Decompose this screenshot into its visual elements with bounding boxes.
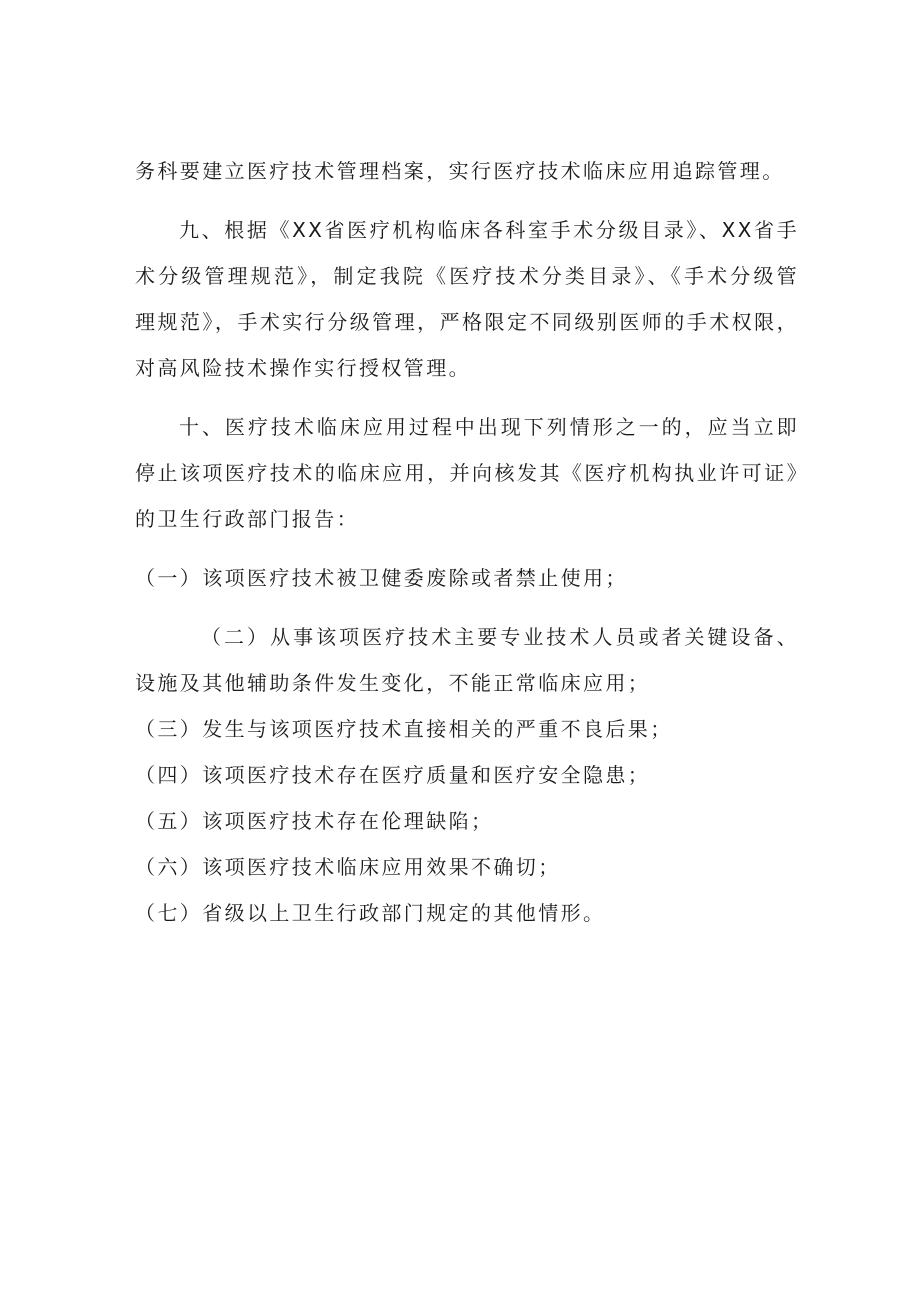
continuation-paragraph: 务科要建立医疗技术管理档案，实行医疗技术临床应用追踪管理。 — [135, 159, 785, 183]
document-body — [135, 148, 799, 936]
list-item-6: （六）该项医疗技术临床应用效果不确切； — [135, 855, 561, 879]
section-nine-paragraph: 九、根据《XX省医疗机构临床各科室手术分级目录》、XX省手术分级管理规范》，制定我院《医疗技术分类目录》、《手术分级管理规范》，手术实行分级管理，严格限定不同级别医师的手术权限，对高风险技术操作实行授权管理。 — [135, 218, 799, 380]
list-item-7: （七）省级以上卫生行政部门规定的其他情形。 — [135, 901, 606, 925]
list-item-3: （三）发生与该项医疗技术直接相关的严重不良后果； — [135, 717, 673, 741]
list-item-2: （二）从事该项医疗技术主要专业技术人员或者关键设备、设施及其他辅助条件发生变化，不能正常临床应用； — [135, 625, 799, 695]
list-item-1: （一）该项医疗技术被卫健委废除或者禁止使用； — [135, 566, 628, 590]
list-item-5: （五）该项医疗技术存在伦理缺陷； — [135, 809, 494, 833]
list-item-4: （四）该项医疗技术存在医疗质量和医疗安全隐患； — [135, 763, 651, 787]
section-ten-paragraph: 十、医疗技术临床应用过程中出现下列情形之一的，应当立即停止该项医疗技术的临床应用，并向核发其《医疗机构执业许可证》的卫生行政部门报告： — [135, 415, 799, 531]
